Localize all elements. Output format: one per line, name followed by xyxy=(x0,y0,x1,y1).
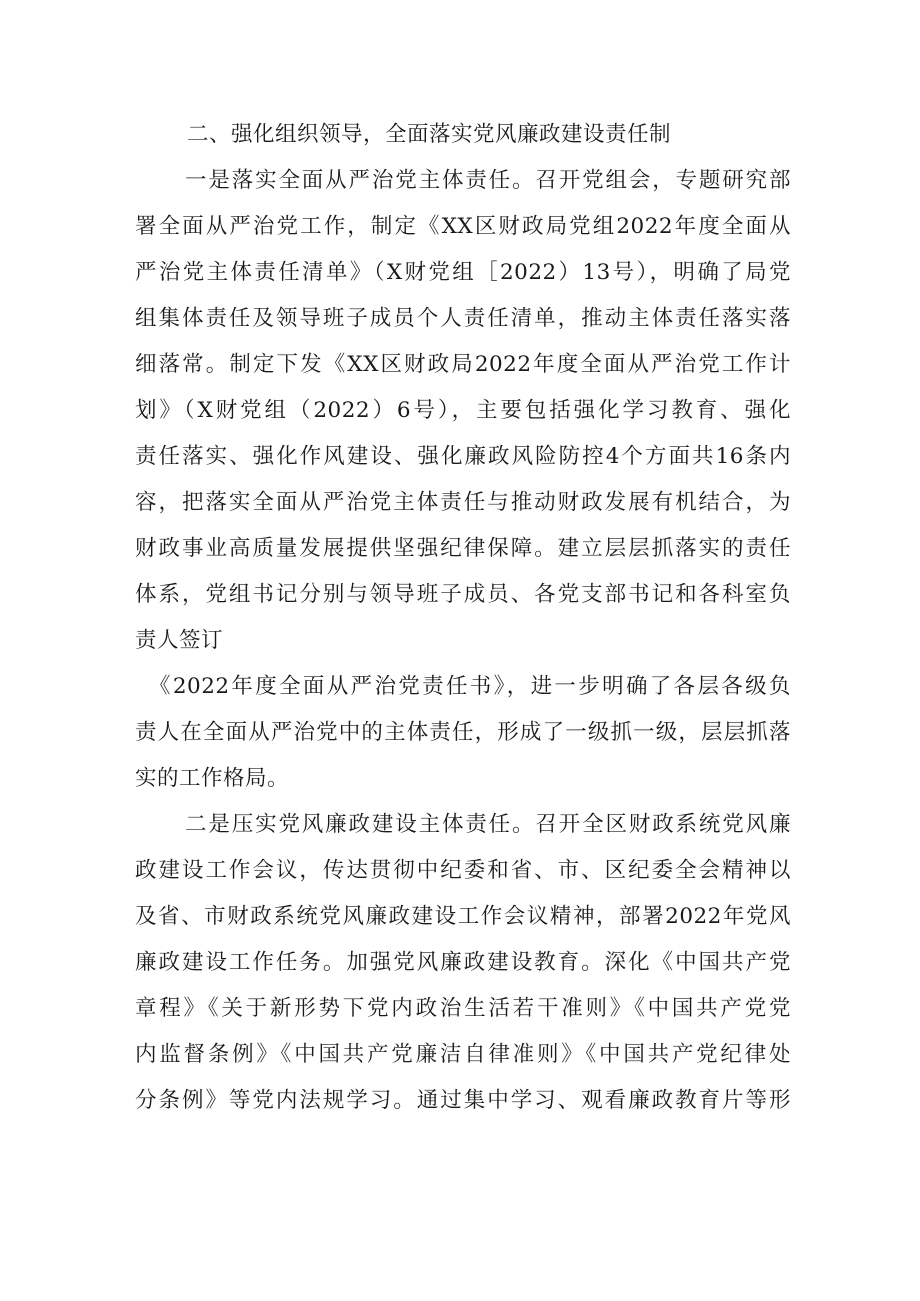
text-line: 实的工作格局。 xyxy=(135,766,290,791)
text-line: 分条例》等党内法规学习。通过集中学习、观看廉政教育片等形 xyxy=(135,1088,791,1113)
text-line: 责人在全面从严治党中的主体责任，形成了一级抓一级，层层抓落 xyxy=(135,720,791,745)
text-line: 及省、市财政系统党风廉政建设工作会议精神，部署2022年党风 xyxy=(135,904,791,929)
text-line: 体系，党组书记分别与领导班子成员、各党支部书记和各科室负 xyxy=(135,582,791,607)
text-line: 细落常。制定下发《XX区财政局2022年度全面从严治党工作计 xyxy=(135,352,791,377)
text-line: 政建设工作会议，传达贯彻中纪委和省、市、区纪委全会精神以 xyxy=(135,858,791,883)
text-line: 廉政建设工作任务。加强党风廉政建设教育。深化《中国共产党 xyxy=(135,950,791,975)
text-line: 章程》《关于新形势下党内政治生活若干准则》《中国共产党党 xyxy=(135,996,791,1021)
text-line: 组集体责任及领导班子成员个人责任清单，推动主体责任落实落 xyxy=(135,306,791,331)
text-line: 划》（X财党组（2022）6号），主要包括强化学习教育、强化 xyxy=(135,398,791,423)
paragraph-2 xyxy=(135,664,791,802)
text-line: 严治党主体责任清单》（X财党组［2022）13号），明确了局党 xyxy=(135,260,791,285)
text-line: 财政事业高质量发展提供坚强纪律保障。建立层层抓落实的责任 xyxy=(135,536,791,561)
text-line: 《2022年度全面从严治党责任书》，进一步明确了各层各级负 xyxy=(149,674,791,699)
text-line: 署全面从严治党工作，制定《XX区财政局党组2022年度全面从 xyxy=(135,214,791,239)
document-page xyxy=(135,112,791,1124)
text-line: 容，把落实全面从严治党主体责任与推动财政发展有机结合，为 xyxy=(135,490,791,515)
section-heading: 二、强化组织领导，全面落实党风廉政建设责任制 xyxy=(187,122,672,147)
text-line: 内监督条例》《中国共产党廉洁自律准则》《中国共产党纪律处 xyxy=(135,1042,791,1067)
paragraph-1 xyxy=(135,158,791,664)
text-line: 责任落实、强化作风建设、强化廉政风险防控4个方面共16条内 xyxy=(135,444,791,469)
text-line: 二是压实党风廉政建设主体责任。召开全区财政系统党风廉 xyxy=(185,812,791,837)
text-line: 一是落实全面从严治党主体责任。召开党组会，专题研究部 xyxy=(185,168,791,193)
paragraph-3 xyxy=(135,802,791,1124)
text-line: 责人签订 xyxy=(135,628,224,653)
